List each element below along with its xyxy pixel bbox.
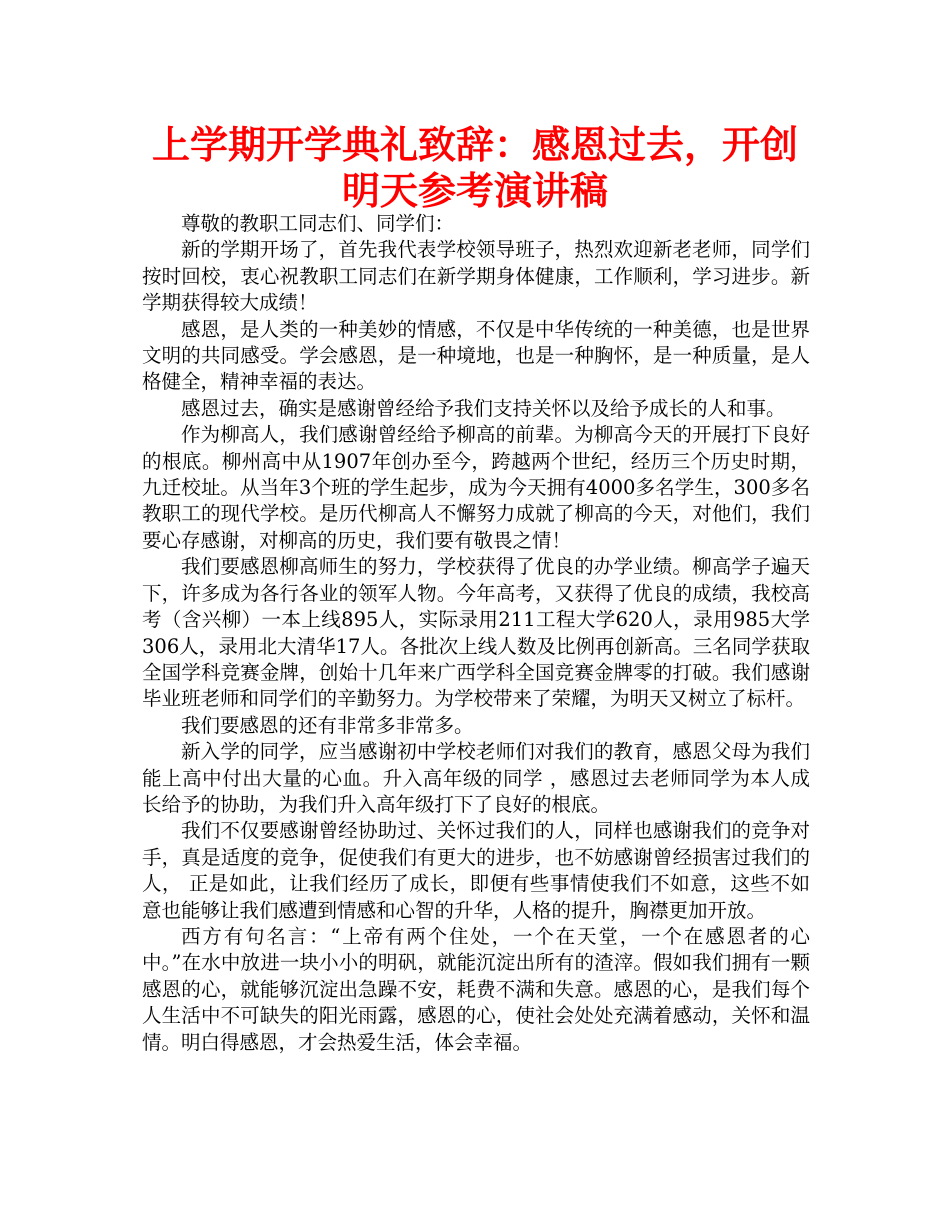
body-paragraph: 我们不仅要感谢曾经协助过、关怀过我们的人，同样也感谢我们的竞争对手，真是适度的竞争，促使我们有更大的进步，也不妨感谢曾经损害过我们的人， 正是如此，让我们经历了成长，即便有些事情使我们不如意，这些不如意也能够让我们感遭到情感和心智的升华，人格的提升，胸襟更加开放。	[142, 819, 810, 922]
document-title: 上学期开学典礼致辞：感恩过去，开创明天参考演讲稿	[151, 123, 798, 213]
body-paragraph: 新的学期开场了，首先我代表学校领导班子，热烈欢迎新老老师，同学们按时回校，衷心祝教职工同志们在新学期身体健康，工作顺利，学习进步。新学期获得较大成绩！	[142, 238, 810, 315]
salutation-paragraph: 尊敬的教职工同志们、同学们：	[181, 212, 455, 235]
body-paragraph: 我们要感恩的还有非常多非常多。	[181, 713, 474, 737]
body-paragraph: 新入学的同学，应当感谢初中学校老师们对我们的教育，感恩父母为我们能上高中付出大量的心血。升入高年级的同学 ，感恩过去老师同学为本人成长给予的协助，为我们升入高年级打下了良好的根底。	[142, 740, 810, 816]
body-paragraph: 西方有句名言：“上帝有两个住处，一个在天堂，一个在感恩者的心中。”在水中放进一块小小的明矾，就能沉淀出所有的渣滓。假如我们拥有一颗感恩的心，就能够沉淀出急躁不安，耗费不满和失意。感恩的心，是我们每个人生活中不可缺失的阳光雨露，感恩的心，使社会处处充满着感动，关怀和温情。明白得感恩，才会热爱生活，体会幸福。	[142, 924, 810, 1054]
body-paragraph: 感恩，是人类的一种美妙的情感，不仅是中华传统的一种美德，也是世界文明的共同感受。学会感恩，是一种境地，也是一种胸怀，是一种质量，是人格健全，精神幸福的表达。	[142, 317, 810, 394]
body-paragraph: 我们要感恩柳高师生的努力，学校获得了优良的办学业绩。柳高学子遍天下，许多成为各行各业的领军人物。今年高考，又获得了优良的成绩，我校高考（含兴柳）一本上线895人，实际录用211工程大学620人，录用985大学306人，录用北大清华17人。各批次上线人数及比例再创新高。三名同学获取全国学科竞赛金牌，创始十几年来广西学科全国竞赛金牌零的打破。我们感谢毕业班老师和同学们的辛勤努力。为学校带来了荣耀，为明天又树立了标杆。	[142, 555, 810, 711]
body-paragraph: 感恩过去，确实是感谢曾经给予我们支持关怀以及给予成长的人和事。	[181, 396, 786, 420]
body-paragraph: 作为柳高人，我们感谢曾经给予柳高的前辈。为柳高今天的开展打下良好的根底。柳州高中从1907年创办至今，跨越两个世纪，经历三个历史时期，九迁校址。从当年3个班的学生起步，成为今天拥有4000多名学生，300多名教职工的现代学校。是历代柳高人不懈努力成就了柳高的今天，对他们，我们要心存感谢，对柳高的历史，我们要有敬畏之情！	[142, 423, 810, 552]
document-body	[142, 211, 810, 1056]
